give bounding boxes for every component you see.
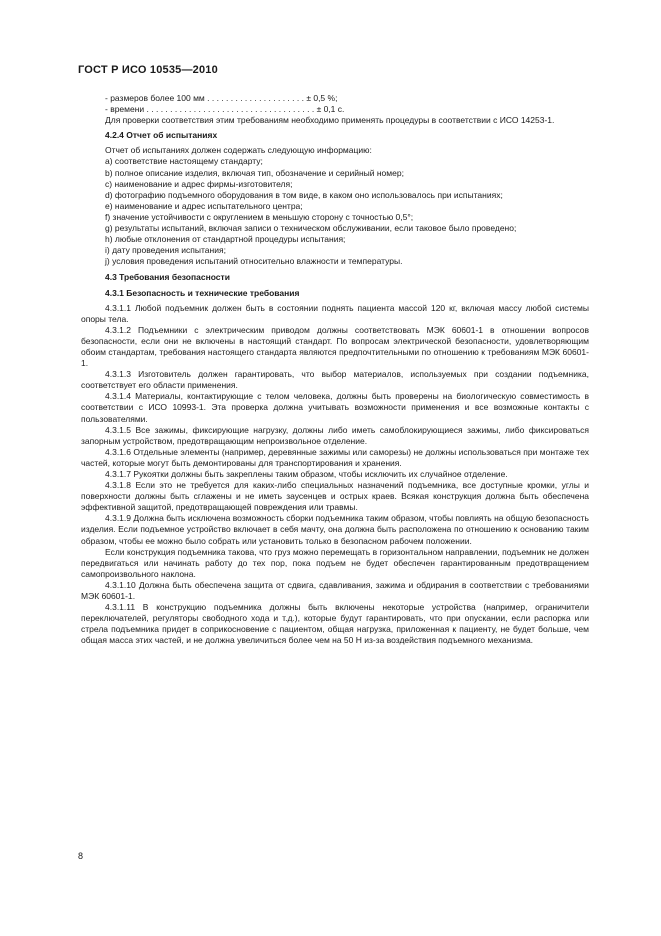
section-heading-4-2-4: 4.2.4 Отчет об испытаниях <box>105 130 218 141</box>
list-item-c: c) наименование и адрес фирмы-изготовителя; <box>105 178 293 189</box>
tolerance-line-time: - времени . . . . . . . . . . . . . . . . . . . . . . . . . . . . . . . . . . . . ± 0,1 с. <box>105 104 345 115</box>
document-header: ГОСТ Р ИСО 10535—2010 <box>78 64 218 76</box>
clause-4-3-1-4: 4.3.1.4 Материалы, контактирующие с телом человека, должны быть проверены на биологическую совместимость в соответствии с ИСО 10993-1. Эта проверка должна учитывать возможности применения и все возможные контакты с пользователями. <box>81 391 589 424</box>
section-heading-4-3: 4.3 Требования безопасности <box>105 272 230 283</box>
clause-4-3-1-5: 4.3.1.5 Все зажимы, фиксирующие нагрузку, должны либо иметь самоблокирующиеся зажимы, либо фиксироваться запорным устройством, предотвращающим непроизвольное отделение. <box>81 424 589 446</box>
clause-4-3-1-6: 4.3.1.6 Отдельные элементы (например, деревянные зажимы или саморезы) не должны использоваться при монтаже тех частей, которые могут быть демонтированы для транспортирования и хранения. <box>81 446 589 468</box>
list-item-f: f) значение устойчивости с округлением в меньшую сторону с точностью 0,5°; <box>105 211 414 222</box>
clause-4-3-1-8: 4.3.1.8 Если это не требуется для каких-либо специальных назначений подъемника, все доступные кромки, углы и поверхности должны быть сглажены и не иметь заусенцев и острых краев. Всякая конструкция должна быть обеспечена эффективной защитой, предотвращающей повреждения или травмы. <box>81 480 589 513</box>
clause-4-3-1-3: 4.3.1.3 Изготовитель должен гарантировать, что выбор материалов, используемых при создании подъемника, соответствует его области применения. <box>81 369 589 391</box>
document-body <box>81 93 589 647</box>
clause-4-3-1-10: 4.3.1.10 Должна быть обеспечена защита от сдвига, сдавливания, зажима и обдирания в соответствии с требованиями МЭК 60601-1. <box>81 579 589 602</box>
page-number: 8 <box>78 851 84 861</box>
clause-4-3-1-1: 4.3.1.1 Любой подъемник должен быть в состоянии поднять пациента массой 120 кг, включая массу любой системы опоры тела. <box>81 302 589 324</box>
paragraph: Для проверки соответствия этим требованиям необходимо применять процедуры в соответствии с ИСО 14253-1. <box>105 115 555 126</box>
list-item-e: e) наименование и адрес испытательного центра; <box>105 200 303 211</box>
section-heading-4-3-1: 4.3.1 Безопасность и технические требования <box>105 287 300 298</box>
list-item-i: i) дату проведения испытания; <box>105 245 226 256</box>
list-item-b: b) полное описание изделия, включая тип, обозначение и серийный номер; <box>105 167 404 178</box>
clause-4-3-1-11: 4.3.1.11 В конструкцию подъемника должны быть включены некоторые устройства (например, ограничители переключателей, регуляторы свободного хода и т.д.), которые будут гарантировать, что при опускании, если распорка или стрела подъемника придет в соприкосновение с пациентом, общая нагрузка, приложенная к пациенту, не будет больше, чем общая масса этих частей, и не должна увеличиться более чем на 50 Н из-за воздействия подъемного механизма. <box>81 602 589 646</box>
paragraph: Отчет об испытаниях должен содержать следующую информацию: <box>105 145 372 156</box>
list-item-d: d) фотографию подъемного оборудования в том виде, в каком оно использовалось при испытаниях; <box>105 189 503 200</box>
list-item-a: a) соответствие настоящему стандарту; <box>105 156 263 167</box>
clause-4-3-1-9: 4.3.1.9 Должна быть исключена возможность сборки подъемника таким образом, чтобы повлиять на общую безопасность изделия. Если подъемное устройство включает в себя мачту, она должна быть расположена по отношению к основанию таким образом, чтобы ее можно было собрать или установить только в безопасном рабочем положении. <box>81 513 589 546</box>
clause-4-3-1-7: 4.3.1.7 Рукоятки должны быть закреплены таким образом, чтобы исключить их случайное отделение. <box>105 469 508 479</box>
tolerance-line-size: - размеров более 100 мм . . . . . . . . . . . . . . . . . . . . . ± 0,5 %; <box>105 93 338 103</box>
paragraph: Если конструкция подъемника такова, что груз можно перемещать в горизонтальном направлении, подъемник не должен передвигаться или начинать работу до тех пор, пока подъем не будет обеспечен гарантированным предотвращением самопроизвольного наклона. <box>81 546 589 579</box>
list-item-h: h) любые отклонения от стандартной процедуры испытания; <box>105 234 346 245</box>
list-item-g: g) результаты испытаний, включая записи о техническом обслуживании, если таковое было проведено; <box>105 223 517 234</box>
list-item-j: j) условия проведения испытаний относительно влажности и температуры. <box>105 256 403 267</box>
clause-4-3-1-2: 4.3.1.2 Подъемники с электрическим приводом должны соответствовать МЭК 60601-1 в отношении вопросов безопасности, если они не включены в настоящий стандарт. По вопросам электрической безопасности, удовлетворяющим обоим стандартам, требования настоящего стандарта являются предпочтительными по отношению к требованиям МЭК 60601-1. <box>81 324 589 369</box>
